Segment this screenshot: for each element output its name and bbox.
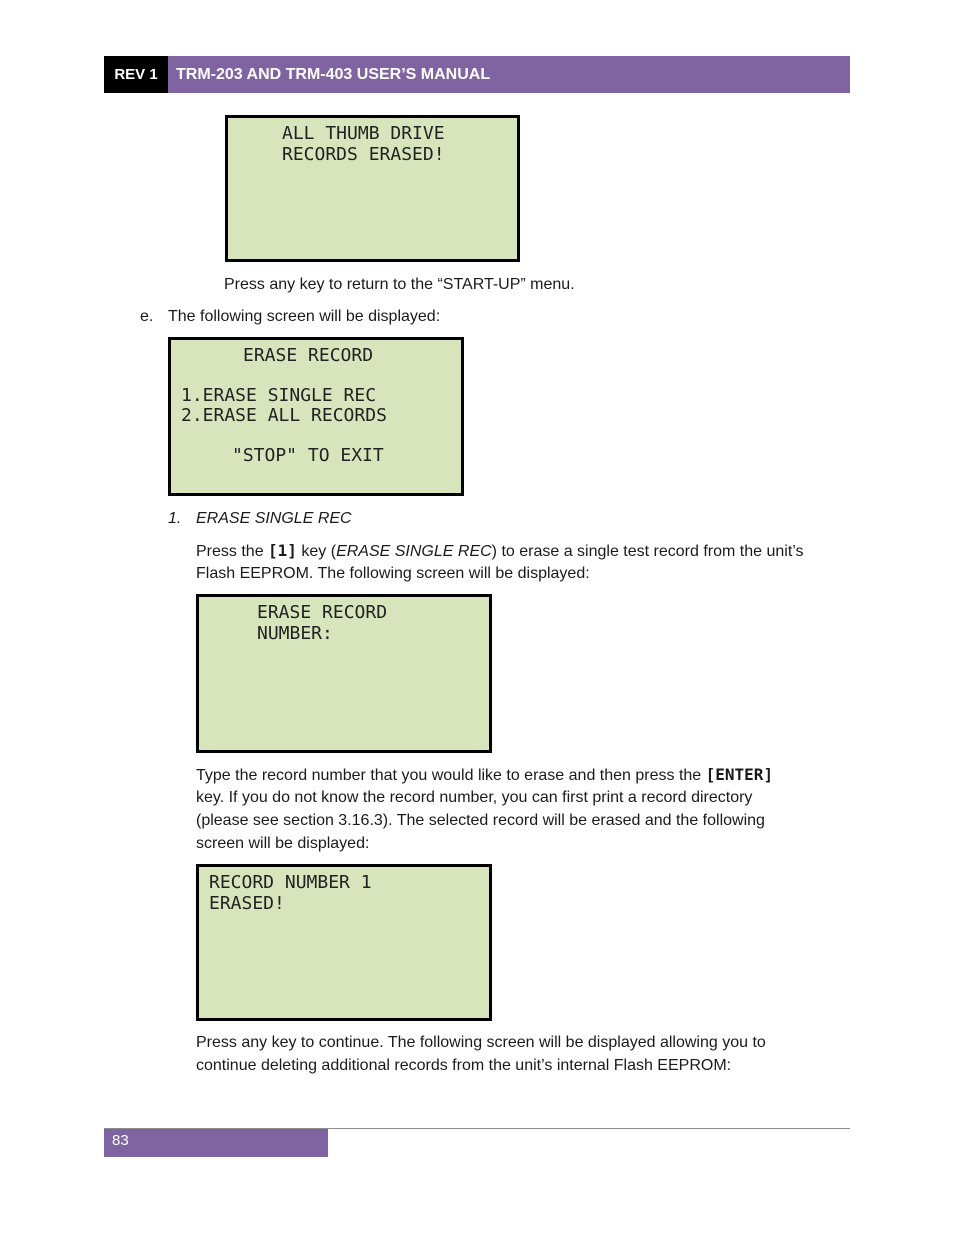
lcd-line: 2.ERASE ALL RECORDS <box>181 405 387 426</box>
instruction-text: Press any key to return to the “START-UP” menu. <box>224 276 575 293</box>
page-number: 83 <box>104 1129 328 1157</box>
item-title: ERASE SINGLE REC <box>196 510 352 527</box>
lcd-line: ALL THUMB DRIVE <box>282 123 445 144</box>
step-marker: e. <box>140 308 154 325</box>
lcd-line: RECORD NUMBER 1 <box>209 872 372 893</box>
text-span: Type the record number that you would like to erase and then press the <box>196 767 706 784</box>
lcd-screen-erase-record-number <box>196 594 492 753</box>
key-label: [1] <box>268 541 297 560</box>
lcd-line: ERASED! <box>209 893 285 914</box>
paragraph-line: continue deleting additional records from the unit’s internal Flash EEPROM: <box>196 1057 732 1074</box>
paragraph-line: Press any key to continue. The following screen will be displayed allowing you to <box>196 1034 766 1051</box>
paragraph-line: (please see section 3.16.3). The selected record will be erased and the following <box>196 812 765 829</box>
page-header <box>104 56 850 93</box>
lcd-screen-thumb-drive-erased <box>225 115 520 262</box>
paragraph-line: Flash EEPROM. The following screen will be displayed: <box>196 565 590 582</box>
paragraph-line <box>196 763 773 787</box>
text-span: Press the <box>196 543 269 560</box>
paragraph-line: screen will be displayed: <box>196 835 370 852</box>
key-label: [ENTER] <box>705 765 774 784</box>
lcd-line: ERASE RECORD <box>243 345 374 366</box>
lcd-line: "STOP" TO EXIT <box>232 445 384 466</box>
paragraph-line: key. If you do not know the record number, you can first print a record directory <box>196 789 753 806</box>
text-span: key ( <box>296 543 337 560</box>
text-span: ERASE SINGLE REC <box>336 543 492 560</box>
step-text: The following screen will be displayed: <box>168 308 441 325</box>
lcd-screen-erase-record-menu <box>168 337 464 496</box>
lcd-line: ERASE RECORD <box>257 602 388 623</box>
revision-label: REV 1 <box>104 56 168 93</box>
lcd-line: 1.ERASE SINGLE REC <box>181 385 377 406</box>
item-marker: 1. <box>168 510 182 527</box>
paragraph-line <box>196 539 804 563</box>
manual-title: TRM-203 AND TRM-403 USER’S MANUAL <box>168 56 850 93</box>
text-span: ) to erase a single test record from the unit’s <box>491 543 804 560</box>
lcd-line: NUMBER: <box>257 623 333 644</box>
lcd-line: RECORDS ERASED! <box>282 144 445 165</box>
lcd-screen-record-erased <box>196 864 492 1021</box>
